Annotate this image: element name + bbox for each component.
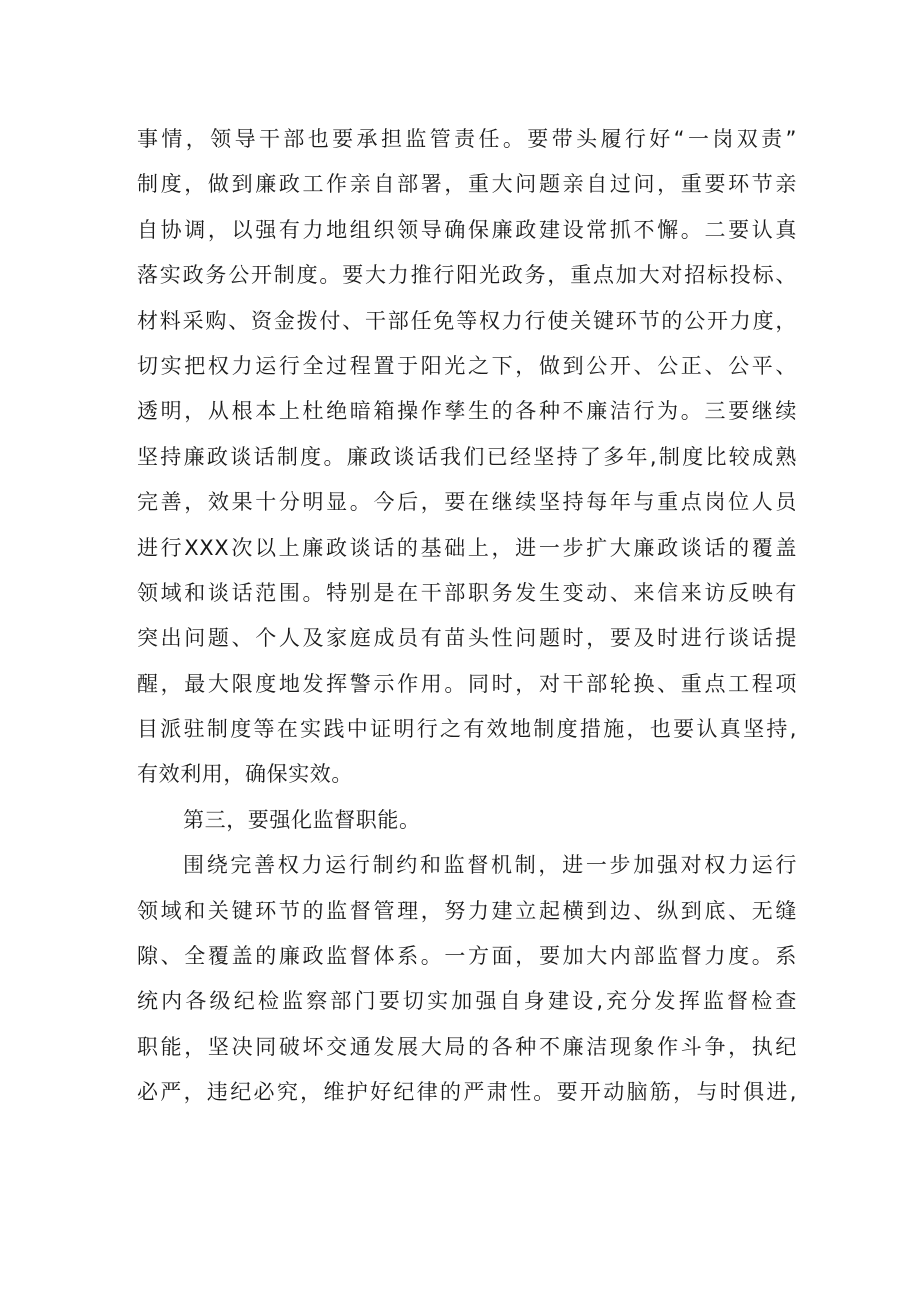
paragraph-line: 必严，违纪必究，维护好纪律的严肃性。要开动脑筋，与时俱进, xyxy=(137,1080,797,1105)
paragraph-line: 坚持廉政谈话制度。廉政谈话我们已经坚持了多年,制度比较成熟 xyxy=(137,444,797,469)
paragraph-line: 醒，最大限度地发挥警示作用。同时，对干部轮换、重点工程项 xyxy=(137,671,797,696)
paragraph-line: 制度，做到廉政工作亲自部署，重大问题亲自过问，重要环节亲 xyxy=(137,172,797,197)
paragraph-line: 领域和关键环节的监督管理，努力建立起横到边、纵到底、无缝 xyxy=(137,898,797,923)
paragraph-line: 目派驻制度等在实践中证明行之有效地制度措施，也要认真坚持, xyxy=(137,717,797,742)
paragraph-line: 统内各级纪检监察部门要切实加强自身建设,充分发挥监督检查 xyxy=(137,989,797,1014)
paragraph-line: 切实把权力运行全过程置于阳光之下，做到公开、公正、公平、 xyxy=(137,353,797,378)
paragraph-line: 围绕完善权力运行制约和监督机制，进一步加强对权力运行 xyxy=(183,853,797,878)
paragraph-line: 事情，领导干部也要承担监管责任。要带头履行好“一岗双责” xyxy=(137,127,797,151)
paragraph-line: 完善，效果十分明显。今后，要在继续坚持每年与重点岗位人员 xyxy=(137,490,797,515)
paragraph-line: 进行XXX次以上廉政谈话的基础上，进一步扩大廉政谈话的覆盖 xyxy=(137,535,797,560)
paragraph-line: 职能，坚决同破坏交通发展大局的各种不廉洁现象作斗争，执纪 xyxy=(137,1034,797,1059)
paragraph-line: 突出问题、个人及家庭成员有苗头性问题时，要及时进行谈话提 xyxy=(137,626,797,651)
paragraph-line: 透明，从根本上杜绝暗箱操作孳生的各种不廉洁行为。三要继续 xyxy=(137,399,797,424)
paragraph-line: 领域和谈话范围。特别是在干部职务发生变动、来信来访反映有 xyxy=(137,580,797,605)
paragraph-line: 材料采购、资金拨付、干部任免等权力行使关键环节的公开力度， xyxy=(137,308,797,333)
paragraph-line: 自协调，以强有力地组织领导确保廉政建设常抓不懈。二要认真 xyxy=(137,217,797,242)
paragraph-line: 有效利用，确保实效。 xyxy=(137,762,353,787)
paragraph-line: 落实政务公开制度。要大力推行阳光政务，重点加大对招标投标、 xyxy=(137,263,797,288)
section-heading: 第三，要强化监督职能。 xyxy=(183,807,421,832)
paragraph-line: 隙、全覆盖的廉政监督体系。一方面，要加大内部监督力度。系 xyxy=(137,944,797,969)
document-body xyxy=(137,117,797,1116)
